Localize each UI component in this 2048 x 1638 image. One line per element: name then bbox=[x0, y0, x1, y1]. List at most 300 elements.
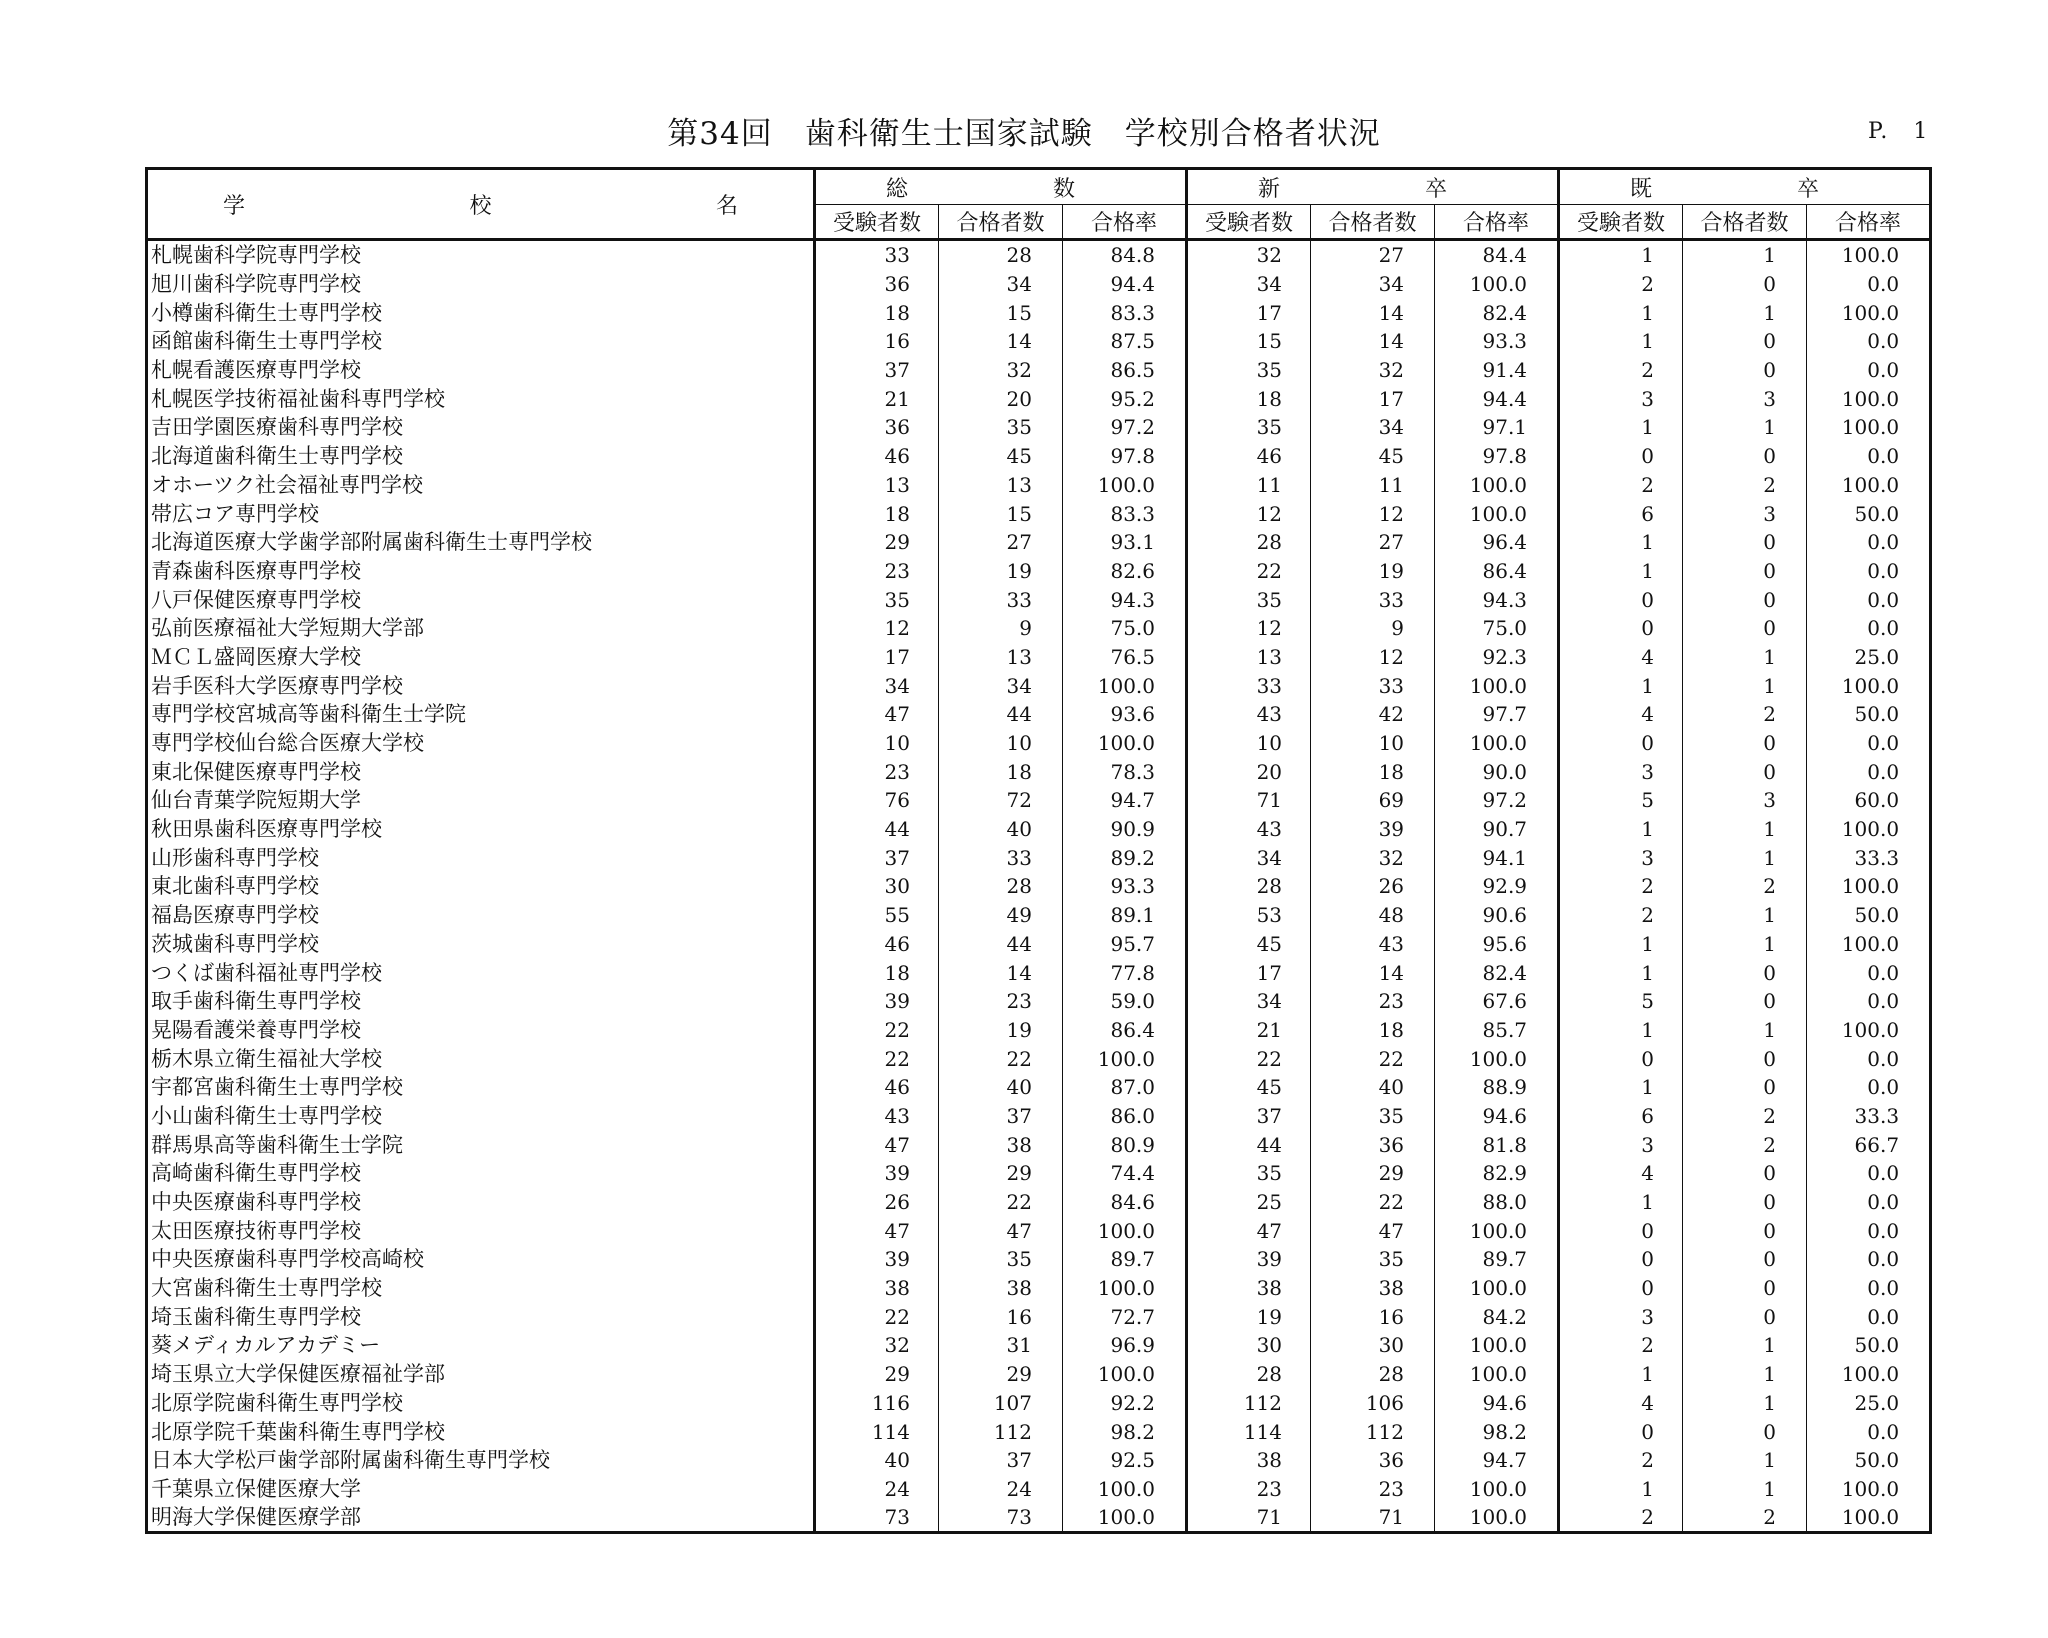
value-cell: 88.9 bbox=[1435, 1073, 1559, 1102]
table-row bbox=[147, 1044, 1931, 1073]
school-name-cell: 帯広コア専門学校 bbox=[147, 499, 815, 528]
value-cell: 0.0 bbox=[1807, 1245, 1931, 1274]
value-cell: 1 bbox=[1683, 413, 1807, 442]
value-cell: 20 bbox=[1187, 757, 1311, 786]
school-name-cell: 札幌看護医療専門学校 bbox=[147, 356, 815, 385]
value-cell: 1 bbox=[1559, 240, 1683, 270]
value-cell: 18 bbox=[1187, 384, 1311, 413]
page-title: 第34回 歯科衛生士国家試験 学校別合格者状況 bbox=[667, 116, 1381, 152]
value-cell: 83.3 bbox=[1063, 499, 1187, 528]
value-cell: 100.0 bbox=[1807, 298, 1931, 327]
value-cell: 28 bbox=[1187, 872, 1311, 901]
value-cell: 50.0 bbox=[1807, 700, 1931, 729]
table-row bbox=[147, 327, 1931, 356]
school-name-cell: 弘前医療福祉大学短期大学部 bbox=[147, 614, 815, 643]
school-name-cell: 北原学院千葉歯科衛生専門学校 bbox=[147, 1417, 815, 1446]
value-cell: 40 bbox=[1311, 1073, 1435, 1102]
school-name-cell: 函館歯科衛生士専門学校 bbox=[147, 327, 815, 356]
school-name-cell: 太田医療技術専門学校 bbox=[147, 1216, 815, 1245]
table-row bbox=[147, 901, 1931, 930]
value-cell: 14 bbox=[1311, 958, 1435, 987]
group-header-char: 数 bbox=[1053, 176, 1076, 202]
value-cell: 69 bbox=[1311, 786, 1435, 815]
value-cell: 93.6 bbox=[1063, 700, 1187, 729]
value-cell: 33 bbox=[1311, 585, 1435, 614]
value-cell: 43 bbox=[815, 1102, 939, 1131]
value-cell: 1 bbox=[1559, 1188, 1683, 1217]
group-header-previous-graduates bbox=[1559, 169, 1931, 205]
value-cell: 32 bbox=[815, 1331, 939, 1360]
value-cell: 4 bbox=[1559, 1389, 1683, 1418]
value-cell: 29 bbox=[815, 1360, 939, 1389]
value-cell: 15 bbox=[1187, 327, 1311, 356]
value-cell: 22 bbox=[1187, 1044, 1311, 1073]
value-cell: 35 bbox=[815, 585, 939, 614]
value-cell: 15 bbox=[939, 499, 1063, 528]
value-cell: 107 bbox=[939, 1389, 1063, 1418]
value-cell: 0 bbox=[1683, 356, 1807, 385]
value-cell: 38 bbox=[1187, 1446, 1311, 1475]
value-cell: 0 bbox=[1683, 958, 1807, 987]
table-row bbox=[147, 270, 1931, 299]
value-cell: 33 bbox=[1311, 671, 1435, 700]
value-cell: 84.6 bbox=[1063, 1188, 1187, 1217]
value-cell: 98.2 bbox=[1435, 1417, 1559, 1446]
value-cell: 2 bbox=[1559, 1503, 1683, 1533]
value-cell: 0.0 bbox=[1807, 614, 1931, 643]
value-cell: 60.0 bbox=[1807, 786, 1931, 815]
value-cell: 1 bbox=[1683, 815, 1807, 844]
value-cell: 10 bbox=[939, 729, 1063, 758]
value-cell: 2 bbox=[1683, 1503, 1807, 1533]
table-row bbox=[147, 1331, 1931, 1360]
table-header bbox=[147, 169, 1931, 240]
value-cell: 100.0 bbox=[1435, 1044, 1559, 1073]
school-name-cell: 青森歯科医療専門学校 bbox=[147, 557, 815, 586]
value-cell: 1 bbox=[1683, 1389, 1807, 1418]
value-cell: 72.7 bbox=[1063, 1302, 1187, 1331]
value-cell: 71 bbox=[1187, 786, 1311, 815]
value-cell: 33 bbox=[815, 240, 939, 270]
value-cell: 37 bbox=[1187, 1102, 1311, 1131]
value-cell: 18 bbox=[1311, 1016, 1435, 1045]
value-cell: 17 bbox=[1311, 384, 1435, 413]
value-cell: 2 bbox=[1559, 1331, 1683, 1360]
value-cell: 11 bbox=[1187, 471, 1311, 500]
value-cell: 96.9 bbox=[1063, 1331, 1187, 1360]
value-cell: 35 bbox=[1311, 1245, 1435, 1274]
value-cell: 12 bbox=[815, 614, 939, 643]
value-cell: 23 bbox=[815, 557, 939, 586]
value-cell: 6 bbox=[1559, 499, 1683, 528]
group-header-char: 既 bbox=[1630, 176, 1653, 202]
value-cell: 100.0 bbox=[1435, 671, 1559, 700]
value-cell: 22 bbox=[815, 1016, 939, 1045]
value-cell: 22 bbox=[939, 1188, 1063, 1217]
value-cell: 44 bbox=[939, 930, 1063, 959]
value-cell: 39 bbox=[815, 1245, 939, 1274]
school-name-cell: 取手歯科衛生専門学校 bbox=[147, 987, 815, 1016]
school-header-char: 校 bbox=[469, 193, 492, 219]
school-name-cell: 札幌歯科学院専門学校 bbox=[147, 240, 815, 270]
value-cell: 23 bbox=[815, 757, 939, 786]
value-cell: 100.0 bbox=[1063, 471, 1187, 500]
value-cell: 16 bbox=[1311, 1302, 1435, 1331]
school-name-cell: 日本大学松戸歯学部附属歯科衛生専門学校 bbox=[147, 1446, 815, 1475]
value-cell: 34 bbox=[939, 270, 1063, 299]
value-cell: 23 bbox=[1311, 987, 1435, 1016]
value-cell: 90.9 bbox=[1063, 815, 1187, 844]
table-row bbox=[147, 413, 1931, 442]
value-cell: 3 bbox=[1683, 499, 1807, 528]
value-cell: 2 bbox=[1683, 700, 1807, 729]
value-cell: 86.5 bbox=[1063, 356, 1187, 385]
value-cell: 1 bbox=[1559, 1073, 1683, 1102]
value-cell: 28 bbox=[1187, 1360, 1311, 1389]
value-cell: 27 bbox=[939, 528, 1063, 557]
value-cell: 2 bbox=[1559, 270, 1683, 299]
value-cell: 2 bbox=[1559, 872, 1683, 901]
value-cell: 2 bbox=[1683, 471, 1807, 500]
table-row bbox=[147, 1016, 1931, 1045]
value-cell: 48 bbox=[1311, 901, 1435, 930]
school-name-cell: 仙台青葉学院短期大学 bbox=[147, 786, 815, 815]
school-name-cell: つくば歯科福祉専門学校 bbox=[147, 958, 815, 987]
value-cell: 86.0 bbox=[1063, 1102, 1187, 1131]
value-cell: 100.0 bbox=[1063, 1044, 1187, 1073]
value-cell: 22 bbox=[1311, 1188, 1435, 1217]
value-cell: 82.4 bbox=[1435, 958, 1559, 987]
value-cell: 55 bbox=[815, 901, 939, 930]
value-cell: 0 bbox=[1683, 1245, 1807, 1274]
value-cell: 2 bbox=[1559, 1446, 1683, 1475]
value-cell: 89.1 bbox=[1063, 901, 1187, 930]
value-cell: 1 bbox=[1559, 1475, 1683, 1504]
value-cell: 71 bbox=[1311, 1503, 1435, 1533]
value-cell: 26 bbox=[815, 1188, 939, 1217]
table-row bbox=[147, 872, 1931, 901]
value-cell: 100.0 bbox=[1435, 1360, 1559, 1389]
value-cell: 97.8 bbox=[1435, 442, 1559, 471]
table-row bbox=[147, 1159, 1931, 1188]
subheader-examinees: 受験者数 bbox=[1187, 205, 1311, 240]
value-cell: 100.0 bbox=[1063, 729, 1187, 758]
value-cell: 3 bbox=[1683, 384, 1807, 413]
subheader-passed: 合格者数 bbox=[1311, 205, 1435, 240]
value-cell: 94.3 bbox=[1063, 585, 1187, 614]
value-cell: 95.2 bbox=[1063, 384, 1187, 413]
value-cell: 76.5 bbox=[1063, 643, 1187, 672]
value-cell: 39 bbox=[815, 987, 939, 1016]
value-cell: 32 bbox=[1311, 843, 1435, 872]
value-cell: 112 bbox=[1187, 1389, 1311, 1418]
value-cell: 14 bbox=[1311, 327, 1435, 356]
results-table bbox=[145, 167, 1932, 1534]
value-cell: 19 bbox=[1311, 557, 1435, 586]
value-cell: 0 bbox=[1559, 1274, 1683, 1303]
value-cell: 23 bbox=[1311, 1475, 1435, 1504]
value-cell: 0 bbox=[1683, 270, 1807, 299]
value-cell: 0 bbox=[1559, 729, 1683, 758]
value-cell: 100.0 bbox=[1435, 1216, 1559, 1245]
value-cell: 13 bbox=[939, 471, 1063, 500]
school-name-cell: 千葉県立保健医療大学 bbox=[147, 1475, 815, 1504]
value-cell: 17 bbox=[1187, 958, 1311, 987]
value-cell: 94.3 bbox=[1435, 585, 1559, 614]
value-cell: 1 bbox=[1559, 671, 1683, 700]
value-cell: 93.3 bbox=[1435, 327, 1559, 356]
value-cell: 94.4 bbox=[1063, 270, 1187, 299]
value-cell: 33.3 bbox=[1807, 1102, 1931, 1131]
value-cell: 30 bbox=[1311, 1331, 1435, 1360]
value-cell: 95.7 bbox=[1063, 930, 1187, 959]
value-cell: 18 bbox=[815, 499, 939, 528]
value-cell: 11 bbox=[1311, 471, 1435, 500]
value-cell: 3 bbox=[1559, 843, 1683, 872]
table-row bbox=[147, 1216, 1931, 1245]
school-name-cell: 東北保健医療専門学校 bbox=[147, 757, 815, 786]
value-cell: 2 bbox=[1559, 471, 1683, 500]
value-cell: 1 bbox=[1559, 557, 1683, 586]
value-cell: 13 bbox=[1187, 643, 1311, 672]
school-name-cell: 東北歯科専門学校 bbox=[147, 872, 815, 901]
value-cell: 18 bbox=[1311, 757, 1435, 786]
value-cell: 35 bbox=[1187, 1159, 1311, 1188]
value-cell: 0 bbox=[1683, 987, 1807, 1016]
value-cell: 28 bbox=[939, 240, 1063, 270]
value-cell: 35 bbox=[1187, 585, 1311, 614]
value-cell: 106 bbox=[1311, 1389, 1435, 1418]
value-cell: 0 bbox=[1559, 1216, 1683, 1245]
page-number: P. 1 bbox=[1868, 119, 1930, 144]
value-cell: 0.0 bbox=[1807, 356, 1931, 385]
value-cell: 0 bbox=[1683, 327, 1807, 356]
value-cell: 40 bbox=[939, 1073, 1063, 1102]
value-cell: 89.7 bbox=[1063, 1245, 1187, 1274]
value-cell: 19 bbox=[939, 557, 1063, 586]
group-header-char: 総 bbox=[886, 176, 909, 202]
value-cell: 73 bbox=[939, 1503, 1063, 1533]
school-name-cell: 秋田県歯科医療専門学校 bbox=[147, 815, 815, 844]
value-cell: 33 bbox=[1187, 671, 1311, 700]
value-cell: 35 bbox=[1311, 1102, 1435, 1131]
value-cell: 95.6 bbox=[1435, 930, 1559, 959]
value-cell: 3 bbox=[1683, 786, 1807, 815]
value-cell: 100.0 bbox=[1807, 1016, 1931, 1045]
value-cell: 84.2 bbox=[1435, 1302, 1559, 1331]
value-cell: 44 bbox=[939, 700, 1063, 729]
group-header-char: 卒 bbox=[1425, 176, 1448, 202]
value-cell: 9 bbox=[1311, 614, 1435, 643]
value-cell: 50.0 bbox=[1807, 1446, 1931, 1475]
value-cell: 0 bbox=[1683, 1274, 1807, 1303]
table-row bbox=[147, 442, 1931, 471]
value-cell: 40 bbox=[815, 1446, 939, 1475]
value-cell: 12 bbox=[1187, 499, 1311, 528]
value-cell: 21 bbox=[1187, 1016, 1311, 1045]
value-cell: 10 bbox=[1187, 729, 1311, 758]
value-cell: 86.4 bbox=[1063, 1016, 1187, 1045]
value-cell: 89.2 bbox=[1063, 843, 1187, 872]
table-row bbox=[147, 815, 1931, 844]
value-cell: 1 bbox=[1683, 1475, 1807, 1504]
school-name-cell: 旭川歯科学院専門学校 bbox=[147, 270, 815, 299]
table-row bbox=[147, 729, 1931, 758]
value-cell: 82.9 bbox=[1435, 1159, 1559, 1188]
value-cell: 33 bbox=[939, 843, 1063, 872]
value-cell: 85.7 bbox=[1435, 1016, 1559, 1045]
value-cell: 80.9 bbox=[1063, 1130, 1187, 1159]
value-cell: 22 bbox=[815, 1044, 939, 1073]
value-cell: 32 bbox=[1187, 240, 1311, 270]
value-cell: 3 bbox=[1559, 1130, 1683, 1159]
value-cell: 74.4 bbox=[1063, 1159, 1187, 1188]
value-cell: 42 bbox=[1311, 700, 1435, 729]
value-cell: 0 bbox=[1559, 1417, 1683, 1446]
value-cell: 45 bbox=[1187, 1073, 1311, 1102]
value-cell: 100.0 bbox=[1435, 1475, 1559, 1504]
table-row bbox=[147, 1302, 1931, 1331]
value-cell: 33 bbox=[939, 585, 1063, 614]
table-row bbox=[147, 1188, 1931, 1217]
value-cell: 36 bbox=[1311, 1446, 1435, 1475]
value-cell: 76 bbox=[815, 786, 939, 815]
value-cell: 17 bbox=[815, 643, 939, 672]
value-cell: 37 bbox=[939, 1446, 1063, 1475]
school-name-cell: ＭＣＬ盛岡医療大学校 bbox=[147, 643, 815, 672]
school-name-cell: 福島医療専門学校 bbox=[147, 901, 815, 930]
table-row bbox=[147, 843, 1931, 872]
school-name-cell: 北海道歯科衛生士専門学校 bbox=[147, 442, 815, 471]
value-cell: 90.0 bbox=[1435, 757, 1559, 786]
school-name-cell: 札幌医学技術福祉歯科専門学校 bbox=[147, 384, 815, 413]
value-cell: 49 bbox=[939, 901, 1063, 930]
value-cell: 10 bbox=[1311, 729, 1435, 758]
value-cell: 19 bbox=[1187, 1302, 1311, 1331]
value-cell: 89.7 bbox=[1435, 1245, 1559, 1274]
school-header-char: 名 bbox=[715, 193, 738, 219]
value-cell: 35 bbox=[1187, 413, 1311, 442]
value-cell: 25.0 bbox=[1807, 1389, 1931, 1418]
value-cell: 0 bbox=[1559, 1044, 1683, 1073]
school-name-cell: 小樽歯科衛生士専門学校 bbox=[147, 298, 815, 327]
value-cell: 1 bbox=[1559, 327, 1683, 356]
value-cell: 0.0 bbox=[1807, 1073, 1931, 1102]
value-cell: 32 bbox=[1311, 356, 1435, 385]
school-name-cell: 専門学校宮城高等歯科衛生士学院 bbox=[147, 700, 815, 729]
value-cell: 100.0 bbox=[1435, 471, 1559, 500]
table-row bbox=[147, 1102, 1931, 1131]
value-cell: 0 bbox=[1683, 1159, 1807, 1188]
school-name-header bbox=[147, 169, 815, 240]
value-cell: 100.0 bbox=[1063, 1216, 1187, 1245]
value-cell: 38 bbox=[1187, 1274, 1311, 1303]
value-cell: 4 bbox=[1559, 700, 1683, 729]
value-cell: 100.0 bbox=[1807, 1475, 1931, 1504]
value-cell: 100.0 bbox=[1807, 872, 1931, 901]
value-cell: 94.6 bbox=[1435, 1389, 1559, 1418]
value-cell: 36 bbox=[1311, 1130, 1435, 1159]
table-row bbox=[147, 1503, 1931, 1533]
value-cell: 100.0 bbox=[1807, 240, 1931, 270]
value-cell: 36 bbox=[815, 270, 939, 299]
value-cell: 23 bbox=[939, 987, 1063, 1016]
value-cell: 0.0 bbox=[1807, 958, 1931, 987]
table-row bbox=[147, 1389, 1931, 1418]
table-row bbox=[147, 1073, 1931, 1102]
school-name-cell: 小山歯科衛生士専門学校 bbox=[147, 1102, 815, 1131]
school-name-cell: 晃陽看護栄養専門学校 bbox=[147, 1016, 815, 1045]
value-cell: 94.6 bbox=[1435, 1102, 1559, 1131]
value-cell: 100.0 bbox=[1435, 270, 1559, 299]
value-cell: 43 bbox=[1187, 700, 1311, 729]
value-cell: 0.0 bbox=[1807, 1417, 1931, 1446]
value-cell: 87.5 bbox=[1063, 327, 1187, 356]
value-cell: 93.1 bbox=[1063, 528, 1187, 557]
value-cell: 0.0 bbox=[1807, 1216, 1931, 1245]
school-name-cell: 北海道医療大学歯学部附属歯科衛生士専門学校 bbox=[147, 528, 815, 557]
value-cell: 114 bbox=[1187, 1417, 1311, 1446]
value-cell: 0.0 bbox=[1807, 757, 1931, 786]
school-name-cell: 岩手医科大学医療専門学校 bbox=[147, 671, 815, 700]
value-cell: 46 bbox=[1187, 442, 1311, 471]
value-cell: 46 bbox=[815, 1073, 939, 1102]
value-cell: 100.0 bbox=[1807, 384, 1931, 413]
value-cell: 2 bbox=[1559, 356, 1683, 385]
value-cell: 47 bbox=[1187, 1216, 1311, 1245]
value-cell: 1 bbox=[1559, 298, 1683, 327]
table-body bbox=[147, 240, 1931, 1533]
subheader-examinees: 受験者数 bbox=[1559, 205, 1683, 240]
value-cell: 73 bbox=[815, 1503, 939, 1533]
value-cell: 0 bbox=[1683, 528, 1807, 557]
value-cell: 1 bbox=[1683, 643, 1807, 672]
value-cell: 1 bbox=[1683, 240, 1807, 270]
subheader-pass-rate: 合格率 bbox=[1435, 205, 1559, 240]
value-cell: 94.7 bbox=[1435, 1446, 1559, 1475]
value-cell: 23 bbox=[1187, 1475, 1311, 1504]
value-cell: 2 bbox=[1683, 1102, 1807, 1131]
group-header-char: 新 bbox=[1258, 176, 1281, 202]
value-cell: 25.0 bbox=[1807, 643, 1931, 672]
value-cell: 37 bbox=[939, 1102, 1063, 1131]
value-cell: 92.5 bbox=[1063, 1446, 1187, 1475]
value-cell: 0 bbox=[1683, 729, 1807, 758]
value-cell: 29 bbox=[939, 1159, 1063, 1188]
value-cell: 100.0 bbox=[1063, 1274, 1187, 1303]
value-cell: 19 bbox=[939, 1016, 1063, 1045]
value-cell: 38 bbox=[815, 1274, 939, 1303]
value-cell: 17 bbox=[1187, 298, 1311, 327]
school-name-cell: 茨城歯科専門学校 bbox=[147, 930, 815, 959]
value-cell: 100.0 bbox=[1807, 671, 1931, 700]
value-cell: 75.0 bbox=[1063, 614, 1187, 643]
table-row bbox=[147, 528, 1931, 557]
value-cell: 47 bbox=[939, 1216, 1063, 1245]
value-cell: 90.7 bbox=[1435, 815, 1559, 844]
value-cell: 1 bbox=[1683, 930, 1807, 959]
value-cell: 18 bbox=[815, 958, 939, 987]
value-cell: 53 bbox=[1187, 901, 1311, 930]
table-row bbox=[147, 614, 1931, 643]
value-cell: 1 bbox=[1559, 413, 1683, 442]
value-cell: 22 bbox=[939, 1044, 1063, 1073]
value-cell: 0 bbox=[1559, 614, 1683, 643]
subheader-examinees: 受験者数 bbox=[815, 205, 939, 240]
table-row bbox=[147, 643, 1931, 672]
value-cell: 0.0 bbox=[1807, 528, 1931, 557]
value-cell: 2 bbox=[1559, 901, 1683, 930]
